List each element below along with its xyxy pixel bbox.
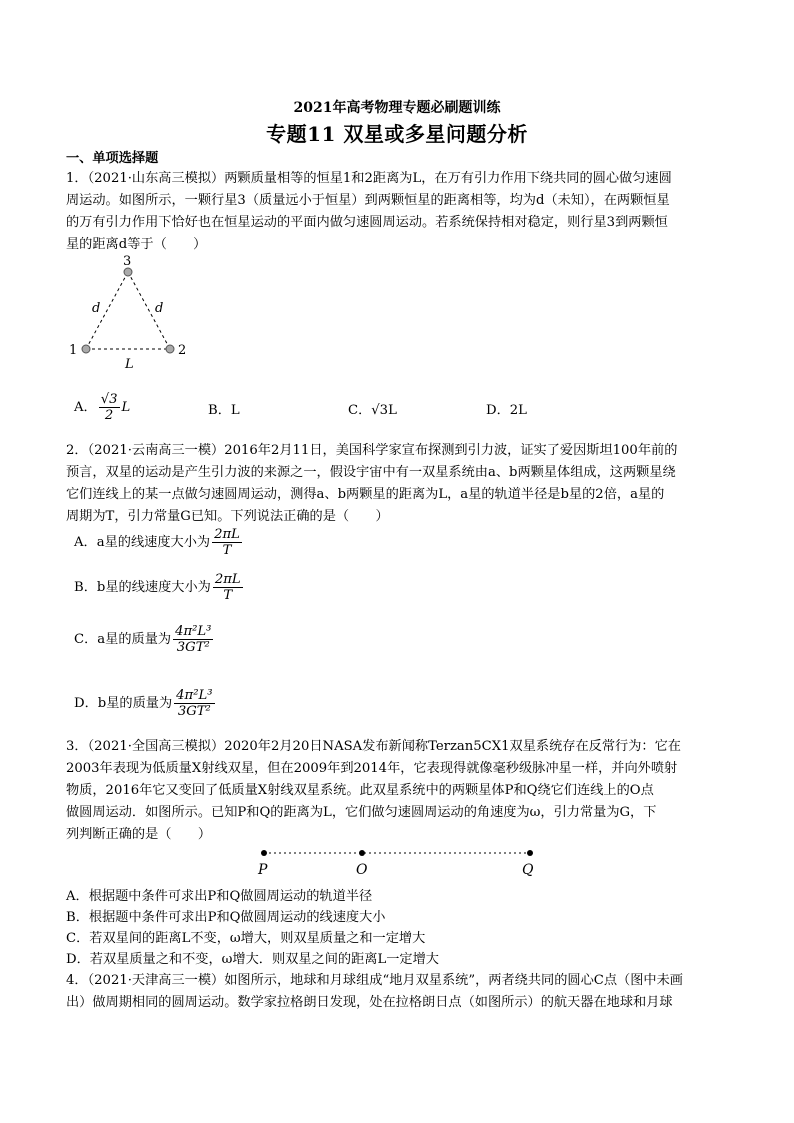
q3-line-4: 做圆周运动．如图所示。已知P和Q的距离为L，它们做匀速圆周运动的角速度为ω，引力常量为G，下 [66,805,657,820]
center-o-dot [359,850,365,856]
label-o: O [356,862,368,878]
exam-title: 专题11 双星或多星问题分析 [266,122,528,146]
q2-option-d-fraction [174,688,214,719]
section-heading: 一、单项选择题 [66,151,159,166]
star-p-dot [261,850,267,856]
label-base: L [125,357,134,372]
q1-option-a-prefix: A． [74,400,97,415]
q2-line-1: 2．（2021·云南高三一模）2016年2月11日，美国科学家宣布探测到引力波，证实了爱因斯坦100年前的 [66,443,678,458]
q2-option-b [74,572,245,603]
label-star-2: 2 [178,343,187,358]
q3-option-a: A．根据题中条件可求出P和Q做圆周运动的轨道半径 [66,889,373,904]
label-star-1: 1 [69,343,78,358]
triangle-side-right [128,272,170,349]
q1-line-2: 周运动。如图所示，一颗行星3（质量远小于恒星）到两颗恒星的距离相等，均为d（未知），在两颗恒星 [66,193,670,208]
q3-line-5: 列判断正确的是（ ） [66,827,212,842]
label-q: Q [522,862,534,878]
q3-pq-figure [250,842,550,880]
q2-option-c-text: C．a星的质量为 [74,632,172,647]
star-2-dot [166,345,174,353]
q1-option-a-numerator: √3 [100,392,118,407]
q2-option-d-denominator: 3GT² [177,704,211,719]
exam-subtitle: 2021年高考物理专题必刷题训练 [293,100,501,116]
q1-option-a-fraction [99,392,120,423]
q2-option-a-fraction [212,527,242,558]
q1-line-1: 1．（2021·山东高三模拟）两颗质量相等的恒星1和2距离为L，在万有引力作用下绕共同的圆心做匀速圆 [66,171,672,186]
label-p: P [258,862,268,878]
q2-option-a-denominator: T [222,543,232,558]
q2-option-a-numerator: 2πL [214,527,240,542]
q1-option-c: C．√3L [348,403,397,418]
q2-option-b-fraction [213,572,243,603]
star-1-dot [82,345,90,353]
star-q-dot [527,850,533,856]
q3-line-3: 物质，2016年它又变回了低质量X射线双星系统。此双星系统中的两颗星体P和Q绕它们连线上的O点 [66,783,654,798]
q2-option-c-fraction [173,624,213,655]
q2-option-a-text: A．a星的线速度大小为 [74,535,211,550]
label-star-3: 3 [123,254,132,269]
q1-option-a [74,392,130,423]
q2-option-b-numerator: 2πL [214,572,241,587]
q4-line-2: 出）做周期相同的圆周运动。数学家拉格朗日发现，处在拉格朗日点（如图所示）的航天器在地球和月球 [66,995,673,1010]
q3-line-1: 3．（2021·全国高三模拟）2020年2月20日NASA发布新闻称Terzan5CX1双星系统存在反常行为：它在 [66,739,681,754]
q2-option-c [74,624,215,655]
q1-line-4: 星的距离d等于（ ） [66,237,207,252]
q3-line-2: 2003年表现为低质量X射线双星，但在2009年到2014年，它表现得就像毫秒级脉冲星一样，并向外喷射 [66,761,678,776]
q2-option-d-text: D．b星的质量为 [74,696,173,711]
q1-line-3: 的万有引力作用下恰好也在恒星运动的平面内做匀速圆周运动。若系统保持相对稳定，则行星3到两颗恒 [66,215,668,230]
star-3-dot [124,268,132,276]
q3-option-b: B．根据题中条件可求出P和Q做圆周运动的线速度大小 [66,910,386,925]
q1-option-a-suffix: L [121,400,131,415]
label-side-left: d [92,301,101,316]
label-side-right: d [155,301,164,316]
q1-option-d: D．2L [486,403,527,418]
q4-line-1: 4．（2021·天津高三一模）如图所示，地球和月球组成“地月双星系统”，两者绕共同的圆心C点（图中未画 [66,973,683,988]
q2-option-a [74,527,244,558]
q2-option-c-numerator: 4π²L³ [175,624,212,639]
q2-option-d-numerator: 4π²L³ [176,688,213,703]
q2-line-3: 它们连线上的某一点做匀速圆周运动，测得a、b两颗星的距离为L，a星的轨道半径是b星的2倍，a星的 [66,487,665,502]
q2-option-c-denominator: 3GT² [176,640,210,655]
q1-option-a-denominator: 2 [104,408,114,423]
q2-option-d [74,688,217,719]
q2-option-b-denominator: T [223,588,233,603]
q3-option-c: C．若双星间的距离L不变，ω增大，则双星质量之和一定增大 [66,931,426,946]
q2-line-4: 周期为T，引力常量G已知。下列说法正确的是（ ） [66,509,389,524]
q2-option-b-text: B．b星的线速度大小为 [74,580,211,595]
q3-option-d: D．若双星质量之和不变，ω增大．则双星之间的距离L一定增大 [66,952,439,967]
q1-option-b: B．L [208,403,240,418]
q2-line-2: 预言，双星的运动是产生引力波的来源之一，假设宇宙中有一双星系统由a、b两颗星体组成，这两颗星绕 [66,465,676,480]
q1-triangle-figure [62,252,202,377]
